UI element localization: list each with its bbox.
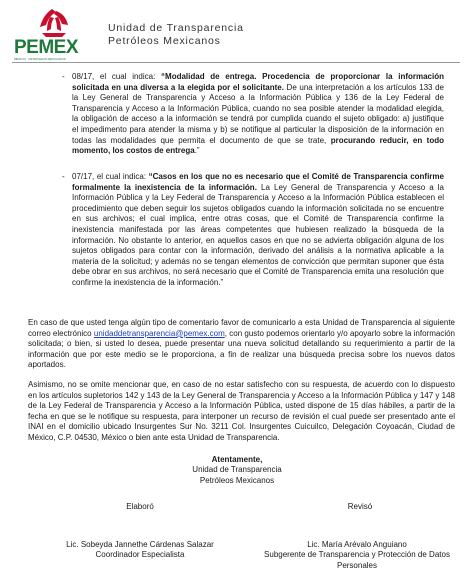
signature-reviso-role: Revisó	[347, 502, 373, 511]
letterhead-title: Unidad de Transparencia	[108, 22, 244, 34]
letterhead-text	[108, 22, 244, 48]
criterion-body: De una interpretación a los artículos 133 de la Ley General de Transparencia y Acceso a la Información Pública y 136 de la Ley Federal de Transparencia y Acceso a la Información Pública, cuando no sea posible atender la modalidad elegida, la obligación de acceso a la información se tendrá por cumplida cuando el sujeto obligado: a) justifique el impedimento para atender la misma y b) se notifique al particular la disposición de la información en todas las modalidades que permita el documento de que se trate,	[72, 82, 444, 145]
pemex-logo	[12, 7, 98, 61]
signature-title: Subgerente de Transparencia y Protección de Datos	[264, 550, 450, 560]
list-bullet: -	[62, 172, 65, 181]
criterion-lead: 07/17, el cual indica:	[72, 172, 149, 181]
header-divider	[12, 62, 460, 63]
criterion-lead: 08/17, el cual indica:	[72, 72, 162, 81]
logo-subtext: MÉXICO · PETRÓLEOS MEXICANOS	[14, 57, 66, 61]
signature-elaboro-role: Elaboró	[126, 502, 154, 511]
signature-name: Lic. María Arévalo Anguiano	[307, 540, 407, 549]
criterion-07-17	[72, 172, 444, 289]
list-bullet: -	[62, 72, 65, 81]
signature-elaboro	[30, 540, 250, 561]
contact-text-end: , con gusto podemos orientarlo y/o apoyarlo sobre la información solicitada; o bien, si usted lo desea, puede presentar una nueva solicitud detallando su requerimiento a partir de la información que por este medio se le proporciona, a fin de realizar una búsqueda precisa sobre los nuevos datos aportados.	[28, 328, 456, 370]
criterion-08-17	[72, 72, 444, 157]
closing-org: Petróleos Mexicanos	[199, 475, 275, 485]
logo-wordmark: PEMEX	[14, 37, 79, 58]
signature-title: Coordinador Especialista	[95, 550, 185, 560]
closing-salutation: Atentamente,	[211, 455, 263, 464]
email-link[interactable]: unidaddetransparencia@pemex.com	[93, 328, 225, 338]
letterhead-subtitle: Petróleos Mexicanos	[108, 35, 221, 47]
signature-reviso	[248, 540, 466, 571]
signature-name: Lic. Sobeyda Jannethe Cárdenas Salazar	[66, 540, 214, 549]
appeal-paragraph: Asimismo, no se omite mencionar que, en caso de no estar satisfecho con su respuesta, de acuerdo con lo dispuesto en los artículos supletorios 142 y 143 de la Ley General de Transparencia y Acceso a la Información Pública y 147 y 148 de la Ley Federal de Transparencia y Acceso a la Información Pública, usted dispone de 15 días hábiles, a partir de la fecha en que se le notifique su respuesta, para interponer un recurso de revisión el cual puede ser presentado ante el INAI en el domicilio ubicado Insurgentes Sur No. 3211 Col. Insurgentes Cuicuilco, Delegación Coyoacán, Ciudad de México, C.P. 04530, México o bien ante esta Unidad de Transparencia.	[28, 380, 455, 442]
criterion-body: La Ley General de Transparencia y Acceso a la Información Pública y la Ley Federal de Transparencia y Acceso a la Información Pública establecen el procedimiento que deben seguir los sujetos obligados cuando la información solicitada no se encuentre en sus archivos; el cual implica, entre otras cosas, que el Comité de Transparencia confirme la inexistencia manifestada por las áreas competentes que hubiesen realizado la búsqueda de la información. No obstante lo anterior, en aquellos casos en que no se advierta obligación alguna de los sujetos obligados para contar con la información, derivado del análisis a la normativa aplicable a la materia de la solicitud; y además no se tengan elementos de convicción que permitan suponer que ésta debe obrar en sus archivos, no será necesario que el Comité de Transparencia emita una resolución que confirme la inexistencia de la información.”	[72, 182, 445, 287]
closing-block	[137, 455, 337, 486]
criterion-title: “Modalidad de entrega. Procedencia de proporcionar la información solicitada en una diversa a la elegida por el solicitante.	[72, 72, 445, 92]
criterion-title: “Casos en los que no es necesario que el Comité de Transparencia confirme formalmente la inexistencia de la información.	[72, 172, 444, 192]
signature-title-cont: Personales	[336, 560, 378, 570]
closing-unit: Unidad de Transparencia	[192, 465, 282, 475]
letterhead	[0, 0, 474, 62]
contact-text-start: En caso de que usted tenga algún tipo de comentario favor de comunicarlo a esta Unidad de Transparencia al siguiente correo electrónico	[28, 318, 455, 338]
criterion-end: .”	[194, 146, 200, 156]
criterion-emphasis: procurando reducir, en todo momento, los costos de entrega	[72, 135, 444, 156]
contact-paragraph	[28, 318, 455, 371]
pemex-eagle-icon	[12, 7, 98, 41]
